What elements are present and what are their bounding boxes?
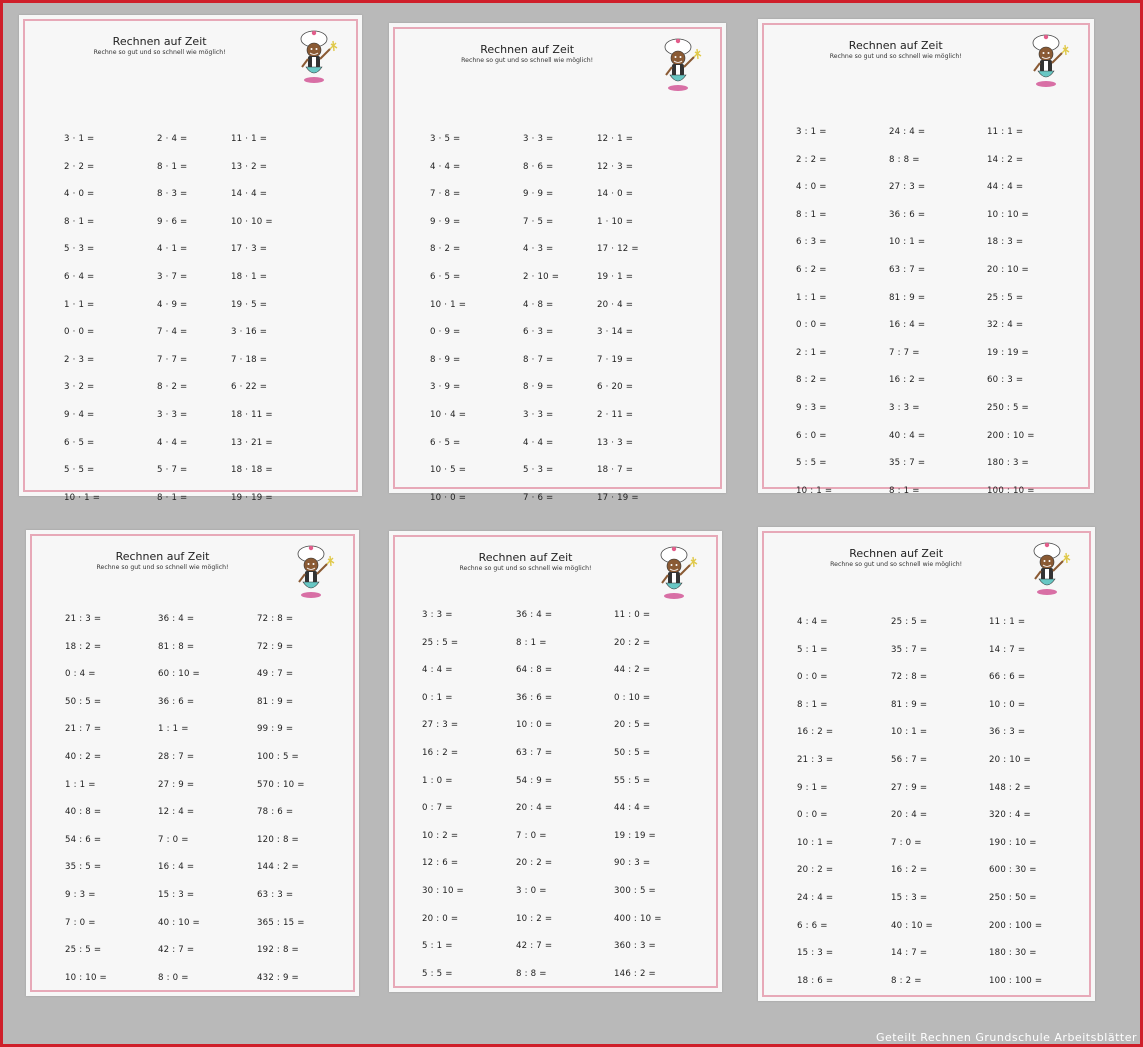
math-problem: 570 : 10 = <box>257 779 305 790</box>
worksheet-subtitle: Rechne so gut und so schnell wie möglich! <box>829 53 962 60</box>
math-problem: 6 · 5 = <box>64 437 95 448</box>
math-problem: 8 · 1 = <box>157 492 188 503</box>
math-problem: 35 : 7 = <box>891 644 928 655</box>
math-problem: 0 : 1 = <box>422 692 453 703</box>
math-problem: 4 : 4 = <box>797 617 828 627</box>
math-problem: 20 · 4 = <box>597 299 634 310</box>
genie-mascot-icon <box>660 35 706 95</box>
math-problem: 56 : 7 = <box>891 755 928 765</box>
math-problem: 1 · 10 = <box>597 216 634 227</box>
math-problem: 148 : 2 = <box>989 782 1031 793</box>
pink-border <box>23 19 358 492</box>
math-problem: 0 : 0 = <box>797 672 828 683</box>
math-problem: 78 : 6 = <box>257 807 294 818</box>
math-problem: 8 · 1 = <box>64 216 95 227</box>
math-problem: 192 : 8 = <box>257 945 299 956</box>
worksheet-6 <box>758 527 1095 1001</box>
math-problem: 81 : 9 = <box>891 699 928 710</box>
math-problem: 14 : 7 = <box>891 948 928 959</box>
math-problem: 15 : 3 = <box>891 893 928 903</box>
math-problem: 27 : 9 = <box>158 779 195 790</box>
math-problem: 4 : 4 = <box>422 665 453 676</box>
math-problem: 49 : 7 = <box>257 669 294 680</box>
math-problem: 19 · 1 = <box>597 272 634 282</box>
math-problem: 20 : 10 = <box>987 265 1029 275</box>
math-problem: 60 : 10 = <box>158 669 200 680</box>
math-problem: 19 · 5 = <box>231 299 268 310</box>
worksheet-subtitle: Rechne so gut und so schnell wie möglich! <box>96 564 229 571</box>
math-problem: 4 · 3 = <box>523 244 554 255</box>
math-problem: 36 : 4 = <box>158 614 195 624</box>
math-problem: 4 · 4 = <box>523 437 554 448</box>
worksheet-subtitle: Rechne so gut und so schnell wie möglich! <box>461 57 594 64</box>
math-problem: 20 : 2 = <box>797 865 834 876</box>
math-problem: 60 : 3 = <box>987 375 1024 386</box>
math-problem: 72 : 8 = <box>891 672 928 683</box>
math-problem: 100 : 10 = <box>987 485 1035 496</box>
math-problem: 7 : 0 = <box>891 837 922 848</box>
math-problem: 300 : 5 = <box>614 886 656 896</box>
math-problem: 7 · 4 = <box>157 327 188 338</box>
math-problem: 8 : 1 = <box>797 699 828 710</box>
math-problem: 18 · 11 = <box>231 410 273 420</box>
math-problem: 12 · 3 = <box>597 161 634 172</box>
math-problem: 11 : 1 = <box>987 127 1024 137</box>
math-problem: 3 : 3 = <box>422 610 453 620</box>
math-problem: 55 : 5 = <box>614 775 651 786</box>
math-problem: 4 : 0 = <box>796 182 827 193</box>
math-problem: 40 : 4 = <box>889 430 926 441</box>
math-problem: 24 : 4 = <box>797 893 834 903</box>
math-problem: 7 · 8 = <box>430 189 461 200</box>
math-problem: 3 : 1 = <box>796 127 827 137</box>
math-problem: 3 : 3 = <box>889 403 920 413</box>
math-problem: 190 : 10 = <box>989 837 1037 848</box>
math-problem: 50 : 5 = <box>614 748 651 758</box>
math-problem: 27 : 3 = <box>889 182 926 193</box>
math-problem: 2 : 2 = <box>796 154 827 165</box>
math-problem: 50 : 5 = <box>65 696 102 707</box>
math-problem: 8 : 8 = <box>889 154 920 165</box>
math-problem: 36 : 6 = <box>516 692 553 703</box>
math-problem: 13 · 3 = <box>597 437 634 448</box>
math-problem: 9 : 3 = <box>796 403 827 413</box>
math-problem: 3 · 9 = <box>430 382 461 393</box>
math-problem: 8 : 1 = <box>516 637 547 648</box>
math-problem: 11 : 1 = <box>989 617 1026 627</box>
math-problem: 7 : 7 = <box>889 347 920 358</box>
math-problem: 8 · 6 = <box>523 161 554 172</box>
math-problem: 25 : 5 = <box>987 292 1024 303</box>
math-problem: 20 : 10 = <box>989 755 1031 765</box>
math-problem: 3 · 2 = <box>64 382 95 393</box>
math-problem: 4 · 9 = <box>157 299 188 310</box>
math-problem: 17 · 3 = <box>231 244 268 255</box>
math-problem: 14 · 0 = <box>597 189 634 200</box>
worksheet-subtitle: Rechne so gut und so schnell wie möglich! <box>830 561 963 568</box>
math-problem: 200 : 10 = <box>987 430 1035 441</box>
math-problem: 18 : 3 = <box>987 237 1024 248</box>
math-problem: 100 : 100 = <box>989 975 1043 986</box>
math-problem: 5 : 1 = <box>422 941 453 952</box>
math-problem: 6 : 0 = <box>796 430 827 441</box>
math-problem: 7 : 0 = <box>516 830 547 841</box>
math-problem: 16 : 4 = <box>158 862 195 873</box>
math-problem: 81 : 9 = <box>889 292 926 303</box>
math-problem: 250 : 5 = <box>987 403 1029 413</box>
math-problem: 7 · 6 = <box>523 492 554 503</box>
math-problem: 25 : 5 = <box>422 637 459 648</box>
math-problem: 3 · 3 = <box>523 134 554 144</box>
math-problem: 18 · 18 = <box>231 465 273 476</box>
math-problem: 25 : 5 = <box>65 945 102 956</box>
math-problem: 1 : 1 = <box>796 292 827 303</box>
watermark-text: Geteilt Rechnen Grundschule Arbeitsblätter <box>875 1031 1137 1044</box>
math-problem: 10 · 1 = <box>430 299 467 310</box>
math-problem: 2 · 3 = <box>64 354 95 365</box>
math-problem: 8 : 2 = <box>891 975 922 986</box>
math-problem: 21 : 7 = <box>65 724 102 735</box>
math-problem: 10 : 1 = <box>797 837 834 848</box>
math-problem: 6 · 22 = <box>231 382 268 393</box>
math-problem: 7 · 7 = <box>157 354 188 365</box>
math-problem: 81 : 8 = <box>158 641 195 652</box>
math-problem: 42 : 7 = <box>516 941 553 952</box>
genie-mascot-icon <box>1028 31 1074 91</box>
math-problem: 5 : 5 = <box>422 968 453 979</box>
math-problem: 12 · 1 = <box>597 134 634 144</box>
math-problem: 25 : 5 = <box>891 617 928 627</box>
math-problem: 400 : 10 = <box>614 913 662 924</box>
math-problem: 81 : 9 = <box>257 696 294 707</box>
math-problem: 27 : 9 = <box>891 782 928 793</box>
math-problem: 10 · 4 = <box>430 410 467 420</box>
math-problem: 15 : 3 = <box>158 890 195 900</box>
math-problem: 54 : 9 = <box>516 775 553 786</box>
math-problem: 20 : 4 = <box>891 810 928 821</box>
math-problem: 250 : 50 = <box>989 893 1037 903</box>
math-problem: 8 : 1 = <box>796 209 827 220</box>
math-problem: 6 · 5 = <box>430 437 461 448</box>
math-problem: 18 · 7 = <box>597 465 634 476</box>
math-problem: 36 : 4 = <box>516 610 553 620</box>
math-problem: 3 · 1 = <box>64 134 95 144</box>
math-problem: 90 : 3 = <box>614 858 651 869</box>
math-problem: 8 : 8 = <box>516 968 547 979</box>
math-problem: 11 · 1 = <box>231 134 268 144</box>
math-problem: 6 · 5 = <box>430 272 461 282</box>
math-problem: 10 · 1 = <box>64 492 101 503</box>
math-problem: 10 · 10 = <box>231 216 273 227</box>
math-problem: 180 : 3 = <box>987 458 1029 469</box>
worksheet-1 <box>19 15 362 503</box>
math-problem: 6 · 20 = <box>597 382 634 393</box>
math-problem: 0 : 10 = <box>614 692 651 703</box>
genie-mascot-icon <box>296 27 342 87</box>
math-problem: 3 · 3 = <box>157 410 188 420</box>
math-problem: 9 · 9 = <box>430 216 461 227</box>
math-problem: 16 : 4 = <box>889 320 926 331</box>
math-problem: 100 : 5 = <box>257 752 299 762</box>
math-problem: 9 : 1 = <box>797 782 828 793</box>
math-problem: 10 : 1 = <box>889 237 926 248</box>
math-problem: 1 · 1 = <box>64 299 95 310</box>
math-problem: 8 : 2 = <box>796 375 827 386</box>
math-problem: 10 : 1 = <box>796 485 833 496</box>
math-problem: 8 : 1 = <box>889 485 920 496</box>
math-problem: 16 : 2 = <box>889 375 926 386</box>
worksheet-2 <box>389 23 726 503</box>
genie-mascot-icon <box>656 543 702 603</box>
math-problem: 63 : 7 = <box>516 748 553 758</box>
math-problem: 19 · 19 = <box>231 492 273 503</box>
math-problem: 3 : 0 = <box>516 886 547 896</box>
math-problem: 10 : 10 = <box>65 972 107 983</box>
math-problem: 20 : 2 = <box>516 858 553 869</box>
math-problem: 40 : 2 = <box>65 752 102 762</box>
math-problem: 8 · 9 = <box>430 354 461 365</box>
math-problem: 14 · 4 = <box>231 189 268 200</box>
math-problem: 8 · 7 = <box>523 354 554 365</box>
math-problem: 360 : 3 = <box>614 941 656 952</box>
worksheet-title: Rechnen auf Zeit <box>849 547 944 560</box>
math-problem: 1 : 0 = <box>422 775 453 786</box>
math-problem: 10 : 0 = <box>516 720 553 731</box>
worksheet-title: Rechnen auf Zeit <box>480 43 575 56</box>
math-problem: 10 : 2 = <box>422 830 459 841</box>
math-problem: 3 · 5 = <box>430 134 461 144</box>
math-problem: 19 : 19 = <box>614 830 656 841</box>
math-problem: 5 · 3 = <box>64 244 95 255</box>
math-problem: 6 : 3 = <box>796 237 827 248</box>
math-problem: 6 · 4 = <box>64 272 95 282</box>
pink-border <box>762 23 1090 489</box>
math-problem: 30 : 10 = <box>422 886 464 896</box>
math-problem: 0 · 0 = <box>64 327 95 338</box>
math-problem: 24 : 4 = <box>889 127 926 137</box>
math-problem: 63 : 7 = <box>889 265 926 275</box>
math-problem: 4 · 1 = <box>157 244 188 255</box>
math-problem: 432 : 9 = <box>257 972 299 983</box>
math-problem: 15 : 3 = <box>797 948 834 959</box>
worksheet-5 <box>389 531 722 992</box>
math-problem: 10 : 1 = <box>891 727 928 738</box>
math-problem: 0 : 7 = <box>422 803 453 814</box>
math-problem: 3 · 16 = <box>231 327 268 338</box>
worksheet-title: Rechnen auf Zeit <box>115 550 210 563</box>
math-problem: 5 · 3 = <box>523 465 554 476</box>
math-problem: 4 · 0 = <box>64 189 95 200</box>
math-problem: 18 · 1 = <box>231 272 268 282</box>
math-problem: 2 : 1 = <box>796 347 827 358</box>
math-problem: 5 : 5 = <box>796 458 827 469</box>
math-problem: 8 · 9 = <box>523 382 554 393</box>
math-problem: 21 : 3 = <box>65 614 102 624</box>
math-problem: 0 : 4 = <box>65 669 96 680</box>
math-problem: 1 : 1 = <box>158 724 189 735</box>
math-problem: 9 · 6 = <box>157 216 188 227</box>
genie-mascot-icon <box>1029 539 1075 599</box>
worksheet-subtitle: Rechne so gut und so schnell wie möglich! <box>459 565 592 572</box>
math-problem: 13 · 21 = <box>231 437 273 448</box>
math-problem: 66 : 6 = <box>989 672 1026 683</box>
math-problem: 600 : 30 = <box>989 865 1037 876</box>
math-problem: 19 : 19 = <box>987 347 1029 358</box>
math-problem: 10 · 0 = <box>430 492 467 503</box>
math-problem: 4 · 4 = <box>157 437 188 448</box>
math-problem: 27 : 3 = <box>422 720 459 731</box>
math-problem: 7 · 5 = <box>523 216 554 227</box>
math-problem: 63 : 3 = <box>257 890 294 900</box>
math-problem: 18 : 2 = <box>65 641 102 652</box>
math-problem: 44 : 4 = <box>614 803 651 814</box>
math-problem: 3 · 7 = <box>157 272 188 282</box>
math-problem: 36 : 6 = <box>889 209 926 220</box>
math-problem: 10 : 10 = <box>987 209 1029 220</box>
worksheet-title: Rechnen auf Zeit <box>478 551 573 564</box>
math-problem: 11 : 0 = <box>614 610 651 620</box>
math-problem: 2 · 2 = <box>64 161 95 172</box>
math-problem: 3 · 3 = <box>523 410 554 420</box>
math-problem: 3 · 14 = <box>597 327 634 338</box>
math-problem: 8 · 1 = <box>157 161 188 172</box>
math-problem: 120 : 8 = <box>257 834 299 845</box>
math-problem: 5 · 5 = <box>64 465 95 476</box>
math-problem: 146 : 2 = <box>614 968 656 979</box>
math-problem: 20 : 4 = <box>516 803 553 814</box>
math-problem: 320 : 4 = <box>989 810 1031 821</box>
math-problem: 0 · 9 = <box>430 327 461 338</box>
genie-mascot-icon <box>293 542 339 602</box>
math-problem: 44 : 2 = <box>614 665 651 676</box>
math-problem: 35 : 7 = <box>889 458 926 469</box>
math-problem: 8 · 2 = <box>430 244 461 255</box>
math-problem: 18 : 6 = <box>797 975 834 986</box>
math-problem: 16 : 2 = <box>797 727 834 738</box>
math-problem: 20 : 0 = <box>422 913 459 924</box>
worksheet-title: Rechnen auf Zeit <box>112 35 207 48</box>
math-problem: 72 : 8 = <box>257 614 294 624</box>
math-problem: 40 : 8 = <box>65 807 102 818</box>
math-problem: 36 : 3 = <box>989 727 1026 738</box>
math-problem: 13 · 2 = <box>231 161 268 172</box>
math-problem: 40 : 10 = <box>891 920 933 931</box>
math-problem: 72 : 9 = <box>257 641 294 652</box>
worksheet-4 <box>26 530 359 996</box>
worksheet-subtitle: Rechne so gut und so schnell wie möglich! <box>93 49 226 56</box>
math-problem: 10 · 5 = <box>430 465 467 476</box>
math-problem: 0 : 0 = <box>796 320 827 331</box>
math-problem: 0 : 0 = <box>797 810 828 821</box>
math-problem: 6 : 6 = <box>797 920 828 931</box>
math-problem: 35 : 5 = <box>65 862 102 873</box>
math-problem: 20 : 5 = <box>614 720 651 731</box>
math-problem: 16 : 2 = <box>891 865 928 876</box>
math-problem: 5 : 1 = <box>797 644 828 655</box>
math-problem: 64 : 8 = <box>516 665 553 676</box>
math-problem: 21 : 3 = <box>797 755 834 765</box>
math-problem: 9 · 9 = <box>523 189 554 200</box>
math-problem: 6 : 2 = <box>796 265 827 275</box>
math-problem: 7 · 19 = <box>597 354 634 365</box>
math-problem: 2 · 11 = <box>597 410 634 420</box>
math-problem: 16 : 2 = <box>422 748 459 758</box>
math-problem: 9 · 4 = <box>64 410 95 420</box>
math-problem: 2 · 4 = <box>157 134 188 144</box>
math-problem: 4 · 4 = <box>430 161 461 172</box>
math-problem: 14 : 7 = <box>989 644 1026 655</box>
math-problem: 36 : 6 = <box>158 696 195 707</box>
worksheet-3 <box>758 19 1094 496</box>
math-problem: 4 · 8 = <box>523 299 554 310</box>
worksheet-title: Rechnen auf Zeit <box>848 39 943 52</box>
math-problem: 10 : 0 = <box>989 699 1026 710</box>
math-problem: 17 · 19 = <box>597 492 639 503</box>
math-problem: 28 : 7 = <box>158 752 195 762</box>
math-problem: 54 : 6 = <box>65 834 102 845</box>
math-problem: 7 · 18 = <box>231 354 268 365</box>
math-problem: 8 : 0 = <box>158 972 189 983</box>
math-problem: 200 : 100 = <box>989 920 1043 931</box>
math-problem: 12 : 6 = <box>422 858 459 869</box>
math-problem: 5 · 7 = <box>157 465 188 476</box>
math-problem: 17 · 12 = <box>597 244 639 255</box>
math-problem: 40 : 10 = <box>158 917 200 928</box>
math-problem: 6 · 3 = <box>523 327 554 338</box>
math-problem: 365 : 15 = <box>257 917 305 928</box>
math-problem: 2 · 10 = <box>523 272 560 282</box>
math-problem: 9 : 3 = <box>65 890 96 900</box>
math-problem: 10 : 2 = <box>516 913 553 924</box>
math-problem: 99 : 9 = <box>257 724 294 735</box>
math-problem: 8 · 3 = <box>157 189 188 200</box>
math-problem: 42 : 7 = <box>158 945 195 956</box>
math-problem: 44 : 4 = <box>987 182 1024 193</box>
math-problem: 7 : 0 = <box>158 834 189 845</box>
math-problem: 20 : 2 = <box>614 637 651 648</box>
math-problem: 14 : 2 = <box>987 154 1024 165</box>
math-problem: 144 : 2 = <box>257 862 299 873</box>
math-problem: 180 : 30 = <box>989 948 1037 959</box>
math-problem: 32 : 4 = <box>987 320 1024 331</box>
math-problem: 7 : 0 = <box>65 917 96 928</box>
math-problem: 12 : 4 = <box>158 807 195 818</box>
math-problem: 1 : 1 = <box>65 779 96 790</box>
math-problem: 8 · 2 = <box>157 382 188 393</box>
